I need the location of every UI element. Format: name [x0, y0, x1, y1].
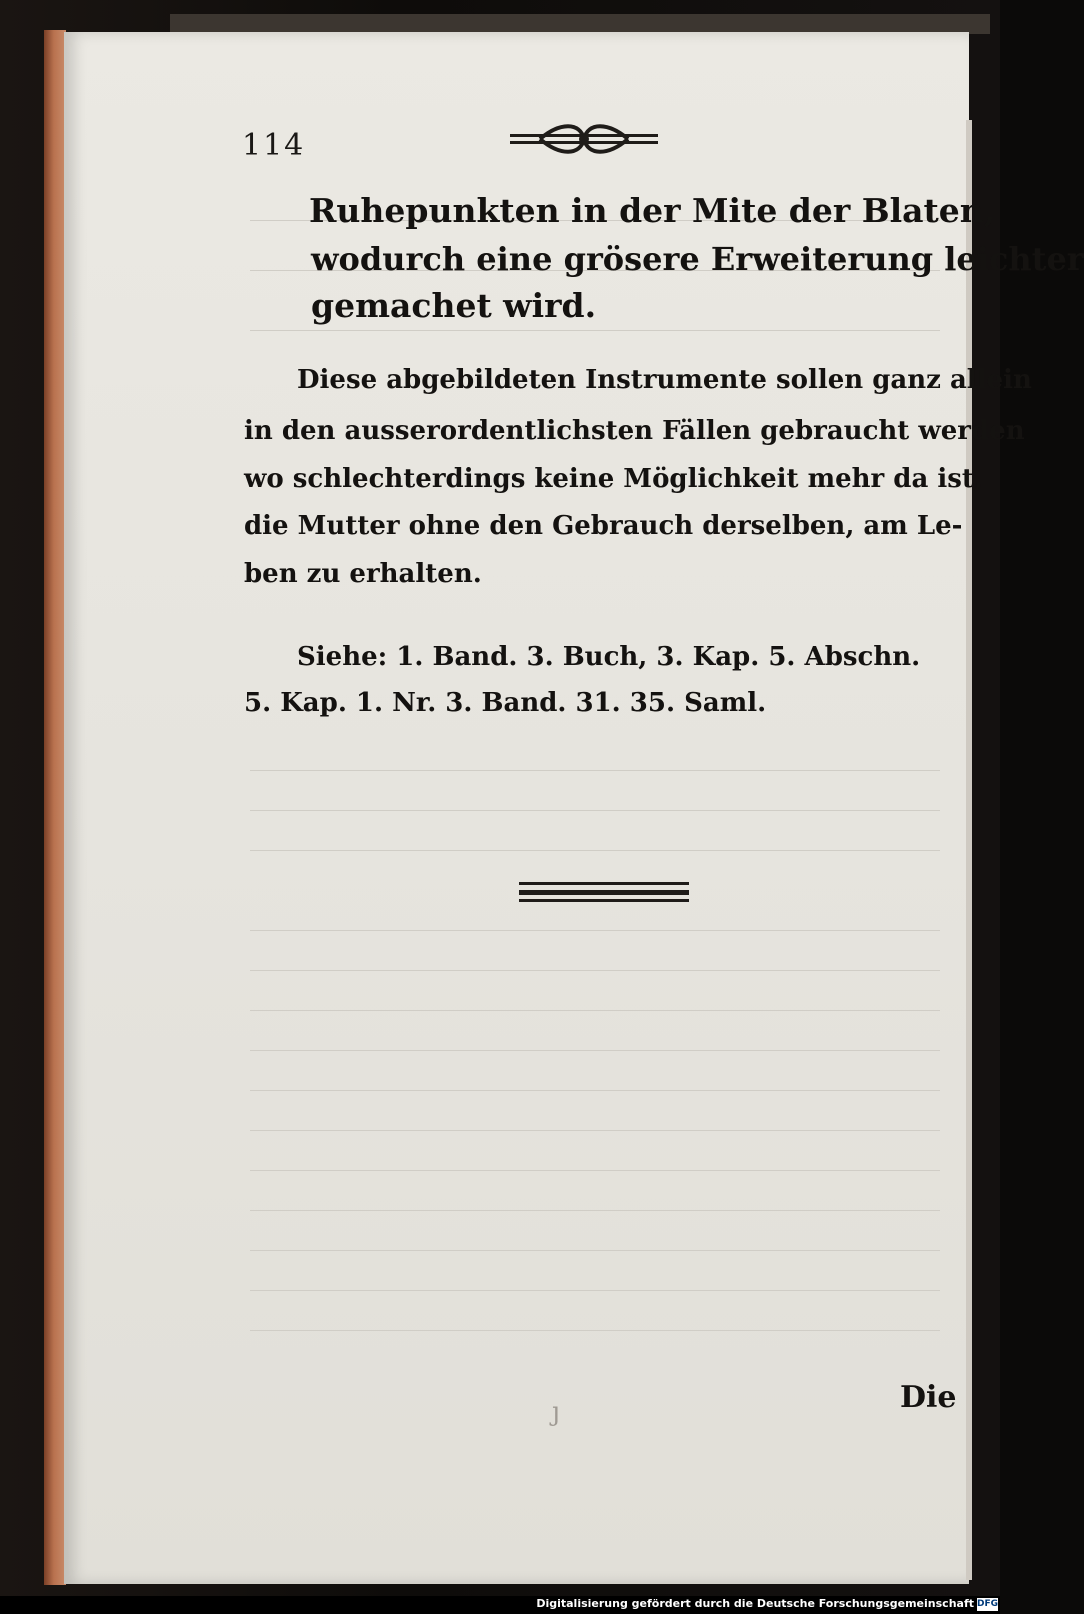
text-line: wo schlechterdings keine Möglichkeit mehr da ist,: [244, 464, 983, 494]
text-line: Diese abgebildeten Instrumente sollen ganz allein: [297, 365, 1032, 395]
dfg-logo-icon: DFG: [977, 1599, 999, 1609]
divider-rule: [519, 899, 689, 902]
ornament-icon: [510, 120, 658, 160]
text-line: wodurch eine grösere Erweiterung leichter: [311, 240, 1084, 278]
footer-credit: Digitalisierung gefördert durch die Deutsche Forschungsgemeinschaft: [536, 1597, 974, 1610]
page-edge: [44, 30, 66, 1585]
divider-rule: [519, 882, 689, 885]
text-line: ben zu erhalten.: [244, 559, 482, 589]
text-line: Ruhepunkten in der Mite der Blaten,: [309, 191, 996, 230]
divider-rule: [519, 890, 689, 895]
text-line: die Mutter ohne den Gebrauch derselben, am Le-: [244, 511, 963, 541]
text-line: 5. Kap. 1. Nr. 3. Band. 31. 35. Saml.: [244, 688, 767, 718]
text-line: gemachet wird.: [311, 286, 597, 325]
top-shadow: [170, 14, 990, 34]
text-line: Siehe: 1. Band. 3. Buch, 3. Kap. 5. Abschn.: [297, 642, 921, 672]
text-line: in den ausserordentlichsten Fällen gebraucht werden: [244, 416, 1025, 446]
page-number: 114: [242, 128, 306, 163]
catchword: Die: [900, 1380, 957, 1415]
ink-mark: ȷ: [552, 1397, 561, 1427]
page-right-edge: [966, 120, 972, 1580]
